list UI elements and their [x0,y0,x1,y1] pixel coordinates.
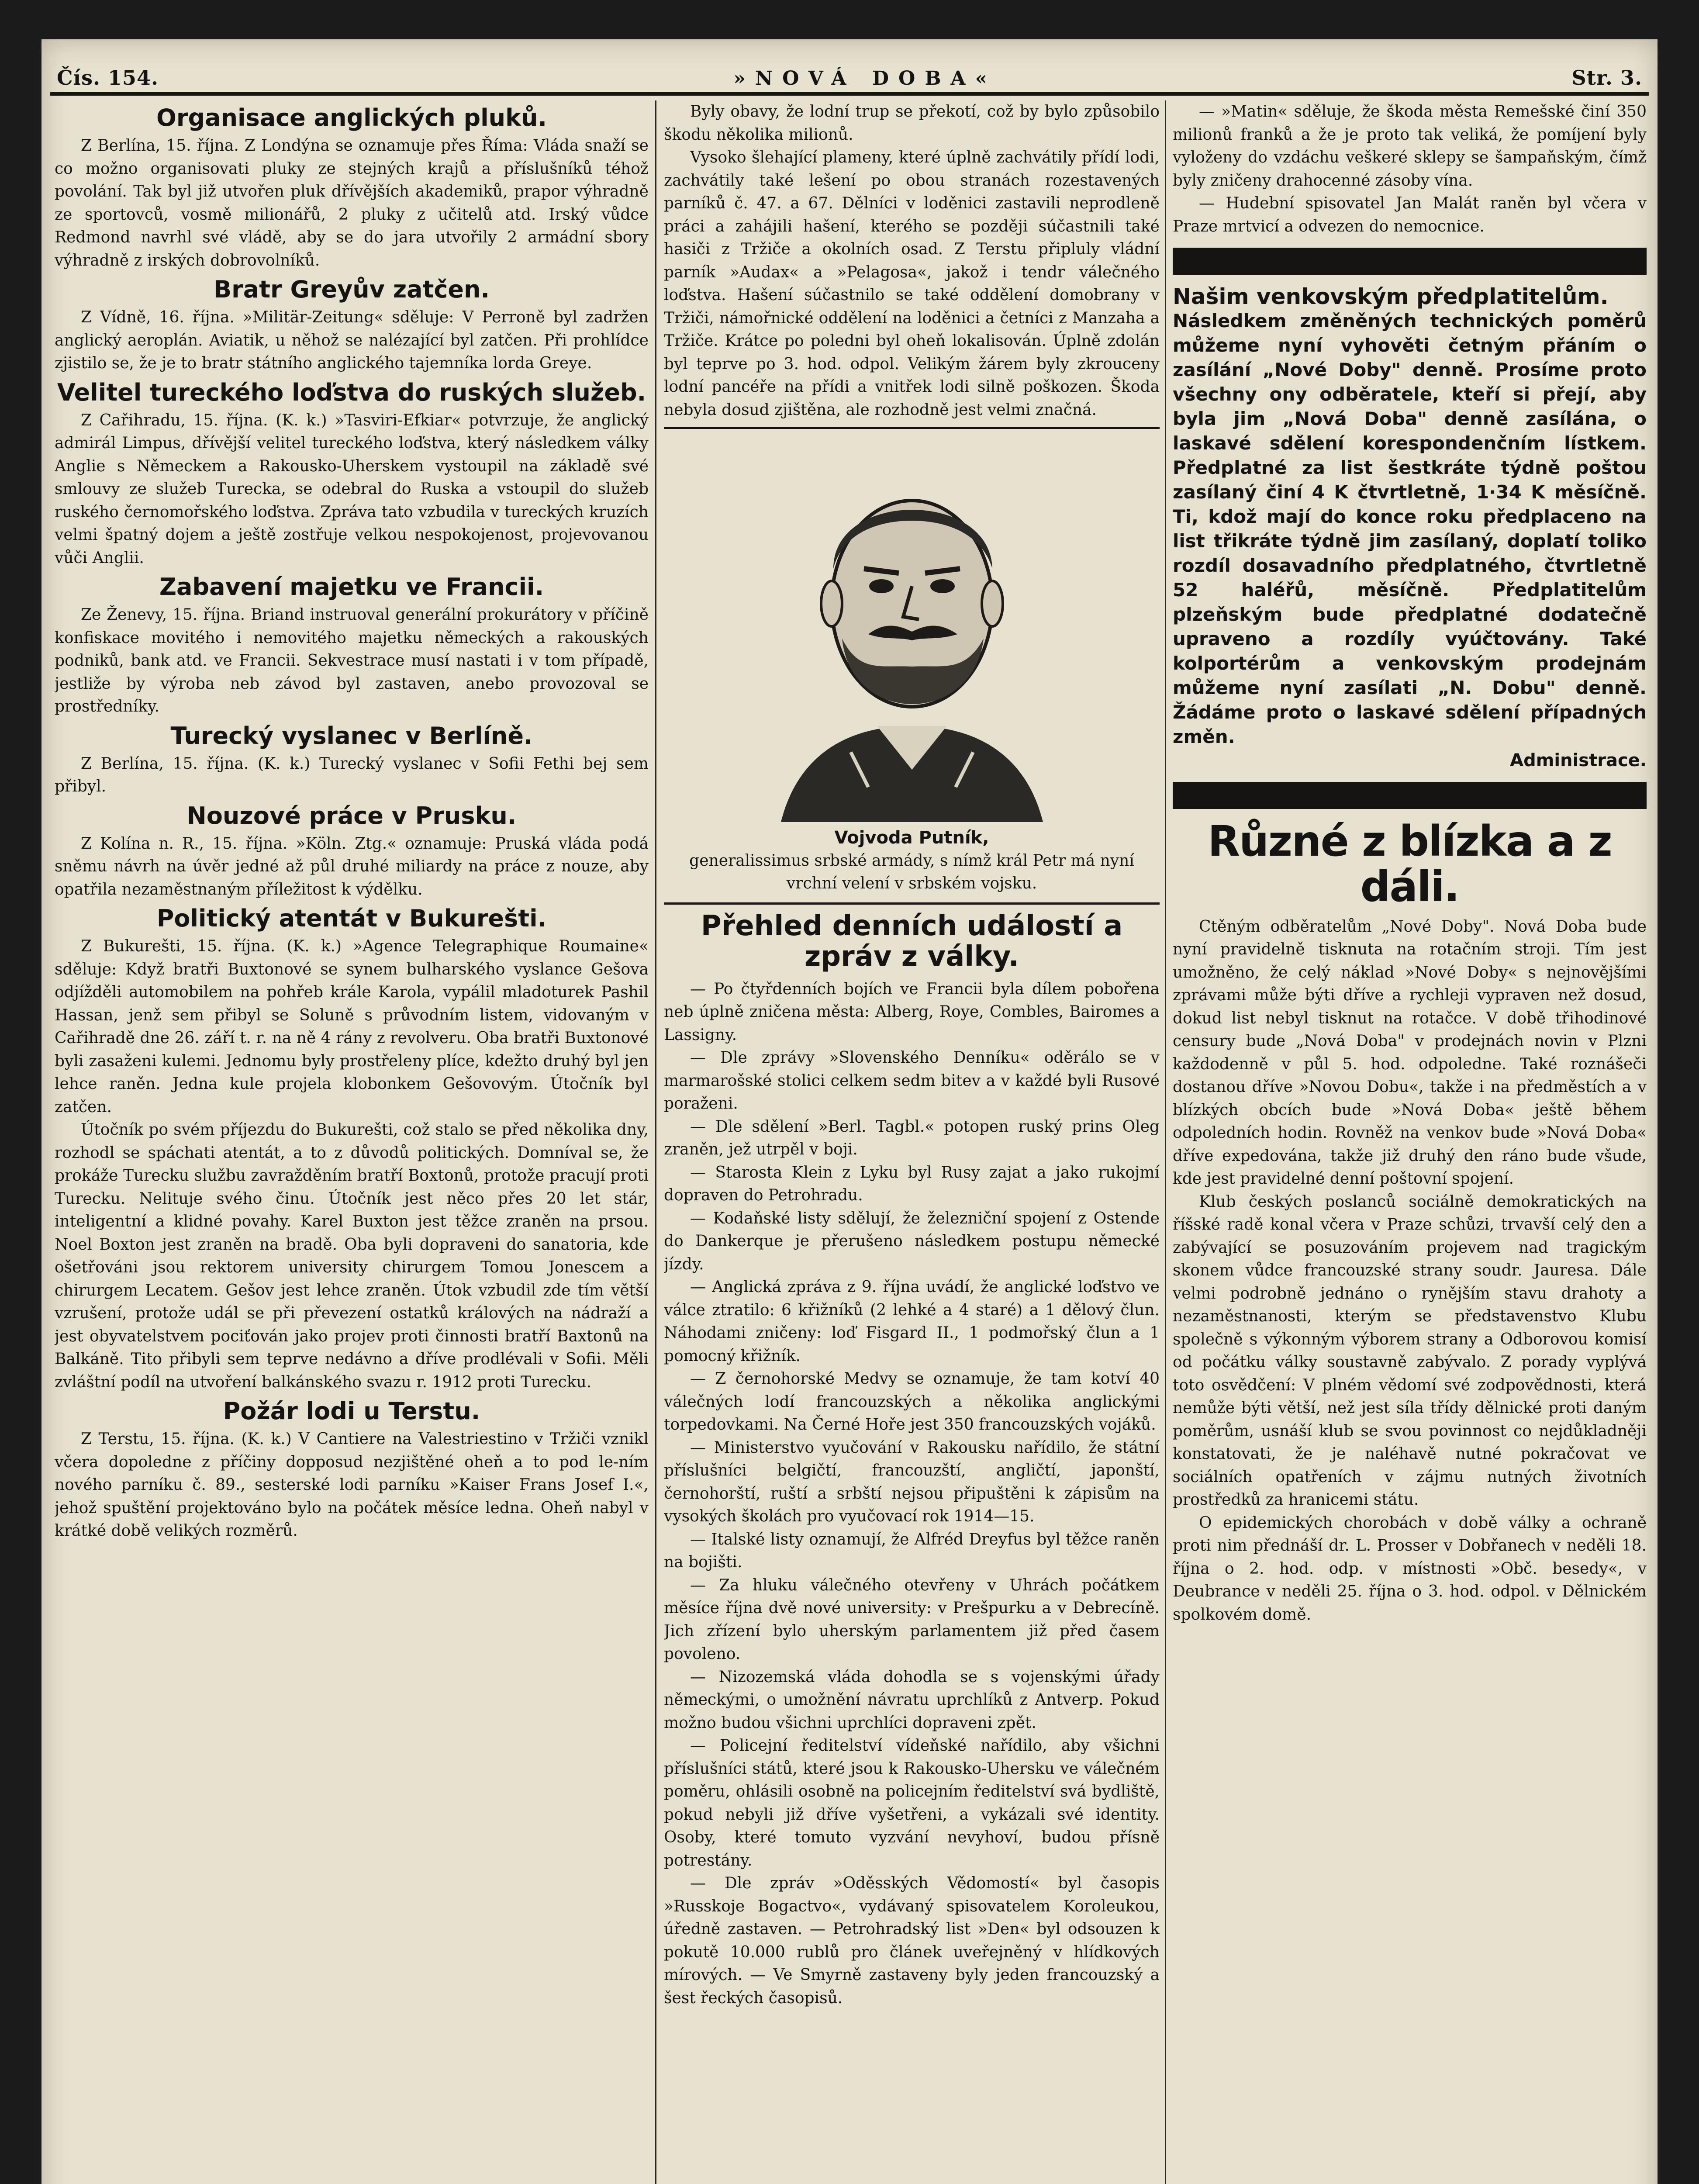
paragraph: — Kodaňské listy sdělují, že železniční spojení z Ostende do Dankerque je přerušeno následkem postupu německé jízdy. [664,1209,1160,1273]
paragraph: Z Cařihradu, 15. října. (K. k.) »Tasviri-Efkiar« potvrzuje, že anglický admirál Limpus, dřívější velitel tureckého loďstva, který následkem války Anglie s Německem a Rakousko-Uherskem vystoupil na základě své smlouvy ze služeb Turecka, se odebral do Ruska a vstoupil do služeb ruského černomořského loďstva. Zpráva tato vzbudila v tureckých kruzích velmi špatný dojem a ještě zostřuje velkou nespokojenost, projevovanou vůči Anglii. [55,411,649,567]
paragraph: Vysoko šlehající plameny, které úplně zachvátily přídí lodi, zachvátily také lešení po obou stranách rozestavených parníků č. 47. a 67. Dělníci v loděnici zastavili neprodleně práci a zahájili hašení, kterého se později súčastnili také hasiči z Tržiče a okolních osad. Z Terstu připluly vládní parník »Audax« a »Pelagosa«, jakož i tendr válečného loďstva. Hašení súčastnilo se také oddělení domobrany v Tržiči, námořnické oddělení na loděnici a četníci z Manzaha a Tržiče. Krátce po poledni byl oheň lokalisován. Úplně zdolán byl teprve po 3. hod. odpol. Velikým žárem byly zkrouceny lodní pancéře na přídi a vnitřek lodi silně poškozen. Škoda nebyla dosud zjištěna, ale rozhodně jest velmi značná. [664,149,1160,419]
paragraph: — Z černohorské Medvy se oznamuje, že tam kotví 40 válečných lodí francouzských a několika anglickými torpedovkami. Na Černé Hoře jest 350 francouzských vojáků. [664,1370,1160,1434]
paragraph: — Nizozemská vláda dohodla se s vojenskými úřady německými, o umožnění návratu uprchlíků z Antverp. Pokud možno budou všichni uprchlíci dopraveni zpět. [664,1668,1160,1732]
column-3 [1173,100,1647,2184]
article-heading: Politický atentát v Bukurešti. [156,905,547,932]
paragraph: — »Matin« sděluje, že škoda města Remešské činí 350 milionů franků a že je proto tak veliká, že pomíjení byly vyloženy do vzdáchu veškeré sklepy se šampaňským, čímž byly zničeny drahocenné zásoby vína. [1173,103,1647,190]
paragraph: — Za hluku válečného otevřeny v Uhrách počátkem měsíce října dvě nové university: v Prešpurku a v Debrecíně. Jich zřízení bylo uherským parlamentem již před časem povoleno. [664,1576,1160,1663]
paragraph: Útočník po svém příjezdu do Bukurešti, což stalo se před několika dny, rozhodl se spáchati atentát, a to z důvodů politických. Domníval se, že prokáže Turecku službu zavražděním bratří Boxtonů, protože pracují proti Turecku. Nelituje svého činu. Útočník jest něco přes 20 let stár, inteligentní a klidné povahy. Karel Buxton jest těžce zraněn na prsou. Noel Boxton jest zraněn na bradě. Oba byli dopraveni do sanatoria, kde ošetřováni jsou rektorem university chirurgem Tomou Jonescem a chirurgem Lecatem. Gešov jest lehce zraněn. Útok vzbudil zde tím větší vzrušení, protože udál se při převezení ostatků králových na nádraží a jest obyvatelstvem pociťován jako projev proti činnosti bratří Baxtonů na Balkáně. Tito přibyli sem teprve nedávno a dříve prodlévali v Sofii. Měli zvláštní podíl na utvoření balkánského svazu r. 1912 proti Turecku. [55,1121,649,1391]
page-number: Str. 3. [1571,66,1642,90]
paragraph: Ctěným odběratelům „Nové Doby". Nová Doba bude nyní pravidelně tisknuta na rotačním stroji. Tím jest umožněno, že celý náklad »Nové Doby« s nejnovějšími zprávami může býti dříve a rychleji vypraven než dosud, dokud list nebyl tisknut na rotačce. V době třihodinové censury bude „Nová Doba" v prodejnách novin v Plzni každodenně v půl 5. hod. odpoledne. Také roznášeči dostanou dříve »Novou Dobu«, takže i na předměstích a v blízkých obcích bude »Nová Doba« ještě během odpoledních hodin. Rovněž na venkov bude »Nová Doba« dříve expedována, takže již druhý den ráno bude všude, kde jest pravidelné denní poštovní spojení. [1173,917,1647,1188]
paragraph: — Anglická zpráva z 9. října uvádí, že anglické loďstvo ve válce ztratilo: 6 křižníků (2 lehké a 4 staré) a 1 dělový člun. Náhodami zničeny: loď Fisgard II., 1 podmořský člun a 1 pomocný křižník. [664,1278,1160,1365]
article-continuation [664,100,1160,422]
portrait-illustration [664,438,1160,822]
paragraph: — Ministerstvo vyučování v Rakousku nařídilo, že státní příslušníci belgičtí, francouzští, angličtí, japonští, černohorští, ruští a srbští nejsou připuštěni k zápisům na vysokých školách pro vyučovací rok 1914—15. [664,1438,1160,1525]
newspaper-title: »NOVÁ DOBA« [733,67,997,90]
black-bar [1173,782,1647,809]
article-heading: Zabavení majetku ve Francii. [159,573,544,601]
paragraph: — Policejní ředitelství vídeňské nařídilo, aby všichni příslušníci států, které jsou k Rakousko-Uhersku ve válečném poměru, ohlásili osobně na policejním ředitelství svá bydliště, pokud nebyli již dříve vyšetřeni, a vykázali své identity. Osoby, které tomuto vyzvání nevyhoví, budou přísně potrestány. [664,1737,1160,1870]
section-heading: Různé z blízka a z dáli. [1208,816,1612,911]
notice-heading: Našim venkovským předplatitelům. [1173,284,1609,309]
divider [664,902,1160,905]
paragraph: — Italské listy oznamují, že Alfréd Dreyfus byl těžce raněn na bojišti. [664,1530,1160,1571]
column-1 [55,100,649,2184]
column-rule [655,100,656,2184]
article-heading: Turecký vyslanec v Berlíně. [170,722,533,750]
paragraph: — Hudební spisovatel Jan Malát raněn byl včera v Praze mrtvicí a odvezen do nemocnice. [1173,194,1647,235]
paragraph: Ze Ženevy, 15. října. Briand instruoval generální prokurátory v příčině konfiskace movitého i nemovitého majetku německých a rakouských podniků, bank atd. ve Francii. Sekvestrace musí nastati i v tom případě, jestliže by výroba neb závod byl zastaven, anebo provozoval se prostředníky. [55,606,649,715]
article-heading: Bratr Greyův zatčen. [214,276,490,303]
paragraph: Z Vídně, 16. října. »Militär-Zeitung« sděluje: V Perroně byl zadržen anglický aeroplán. Aviatik, u něhož se nalézající byl zatčen. Při prohlídce zjistilo se, že je to bratr státního anglického tajemníka lorda Greye. [55,308,649,372]
black-bar [1173,248,1647,275]
article-heading: Organisace anglických pluků. [156,104,547,131]
news-summary [664,978,1160,2010]
article-continuation [1173,100,1647,238]
paragraph: Z Kolína n. R., 15. října. »Köln. Ztg.« oznamuje: Pruská vláda podá sněmu návrh na úvěr jedné až půl druhé miliardy na práce z nouze, aby opatřila nezaměstnaným příležitost k výdělku. [55,834,649,898]
paragraph: Z Bukurešti, 15. října. (K. k.) »Agence Telegraphique Roumaine« sděluje: Když bratři Buxtonové se synem bulharského vyslance Gešova odjížděli automobilem na pohřeb krále Karola, vypálil mladoturek Pashil Hassan, jenž sem přibyl se Soluně s průvodním listem, vidovaným v Cařihradě dne 26. září t. r. na ně 4 rány z revolveru. Oba bratři Buxtonové byli zasaženi kulemi. Jednomu byly prostřeleny plíce, kdežto druhý byl jen lehce raněn. Jedna kule projela klobonkem Gešovovým. Útočník byl zatčen. [55,937,649,1116]
masthead [50,52,1649,96]
paragraph: — Dle sdělení »Berl. Tagbl.« potopen ruský prins Oleg zraněn, jež utrpěl v boji. [664,1117,1160,1158]
miscellany [1173,916,1647,1627]
paragraph: — Po čtyřdenních bojích ve Francii byla dílem pobořena neb úplně zničena města: Alberg, Roye, Combles, Bairomes a Lassigny. [664,980,1160,1044]
column-rule [1165,100,1166,2184]
notice-text: Následkem změněných technických poměrů můžeme nyní vyhověti četným přáním o zasílání „Nové Doby" denně. Prosíme proto všechny ony odběratele, kteří si přejí, aby byla jim „Nová Doba" denně zasílána, o laskavé sdělení korespondenčním lístkem. Předplatné za list šestkráte týdně poštou zasílaný činí 4 K čtvrtletně, 1·34 K měsíčně. Ti, kdož mají do konce roku předplaceno na list třikráte týdně jim zasílaný, doplatí toliko rozdíl dosavadního předplatného, čtvrtletně 52 haléřů, měsíčně. Předplatitelům plzeňským bude předplatné dodatečně upraveno a rozdíly vyúčtovány. Také kolportérům a venkovským prodejnám můžeme nyní zasílati „N. Dobu" denně. Žádáme proto o laskavé sdělení případných změn. [1173,310,1647,747]
paragraph: O epidemických chorobách v době války a ochraně proti nim přednáší dr. L. Prosser v Dobřanech v neděli 18. října o 2. hod. odp. v místnosti »Obč. besedy«, v Deubrance v neděli 25. října o 3. hod. odpol. v Dělnickém spolkovém domě. [1173,1514,1647,1624]
column-2 [664,100,1160,2184]
subscriber-notice [1173,284,1647,772]
notice-signature: Administrace. [1510,750,1647,771]
portrait-name: Vojvoda Putník, [834,828,989,848]
paragraph: — Starosta Klein z Lyku byl Rusy zajat a jako rukojmí dopraven do Petrohradu. [664,1163,1160,1204]
article-heading: Velitel tureckého loďstva do ruských služeb. [57,378,646,406]
issue-number: Čís. 154. [57,66,159,90]
newspaper-page [41,39,1658,2184]
portrait-caption: generalissimus srbské armády, s nímž král Petr má nyní vrchní velení v srbském vojsku. [689,851,1134,892]
paragraph: Z Terstu, 15. října. (K. k.) V Cantiere na Valestriestino v Tržiči vznikl včera dopoledne z příčiny dopposud nezjištěné oheň a to pod le-ním nového parníku č. 89., sesterské lodi parníku »Kaiser Frans Josef I.«, jehož spuštění projektováno bylo na počátek měsíce ledna. Oheň nabyl v krátké době velikých rozměrů. [55,1430,649,1540]
portrait-image [746,438,1078,822]
paragraph: Z Berlína, 15. října. Z Londýna se oznamuje přes Říma: Vláda snaží se co možno organisovati pluky ze stejných krajů a příslušníků téhož povolání. Tak byl již utvořen pluk dřívějších akademiků, prapor výhradně ze sportovců, vosmě milionářů, 2 pluky z učitelů atd. Irský vůdce Redmond navrhl své vládě, aby se do jara utvořily 2 armádní sbory výhradně z irských dobrovolníků. [55,137,649,270]
section-heading: Přehled denních událostí a zpráv z války. [701,909,1123,973]
paragraph: Byly obavy, že lodní trup se překotí, což by bylo způsobilo škodu několika milionů. [664,103,1160,144]
paragraph: — Dle zprávy »Slovenského Denníku« oděrálo se v marmarošské stolici celkem sedm bitev a v každé byli Rusové poraženi. [664,1049,1160,1113]
paragraph: Klub českých poslanců sociálně demokratických na říšské radě konal včera v Praze schůzi, trvavší celý den a zabývající se posuzováním projevem nad tragickým skonem vůdce francouzské strany soudr. Jauresa. Dále velmi podrobně jednáno o rynějším stavu drahoty a nezaměstnanosti, kterým se představenstvo Klubu společně s výkonným výborem strany a Odborovou komisí od počátku války soustavně zabývalo. Z porady vyplývá toto osvědčení: V plném vědomí své zodpovědnosti, která nemůže býti větší, než jest síla třídy dělnické proti daným poměrům, usnáší klub se svou povinnost co nejdůkladněji konstatovati, že je naléhavě nutné pokračovat ve sociálních opatřeních v zájmu nutných životních prostředků za hranicemi státu. [1173,1192,1647,1509]
divider [664,427,1160,429]
article-heading: Nouzové práce v Prusku. [186,802,517,829]
article-heading: Požár lodi u Terstu. [223,1397,480,1425]
paragraph: Z Berlína, 15. října. (K. k.) Turecký vyslanec v Sofii Fethi bej sem přibyl. [55,754,649,795]
paragraph: — Dle zpráv »Oděsských Vědomostí« byl časopis »Russkoje Bogactvo«, vydávaný spisovatelem Koroleukou, úředně zastaven. — Petrohradský list »Den« byl odsouzen k pokutě 10.000 rublů pro článek uveřejněný v hlídkových mírových. — Ve Smyrně zastaveny byly jeden francouzský a šest řeckých časopisů. [664,1874,1160,2007]
